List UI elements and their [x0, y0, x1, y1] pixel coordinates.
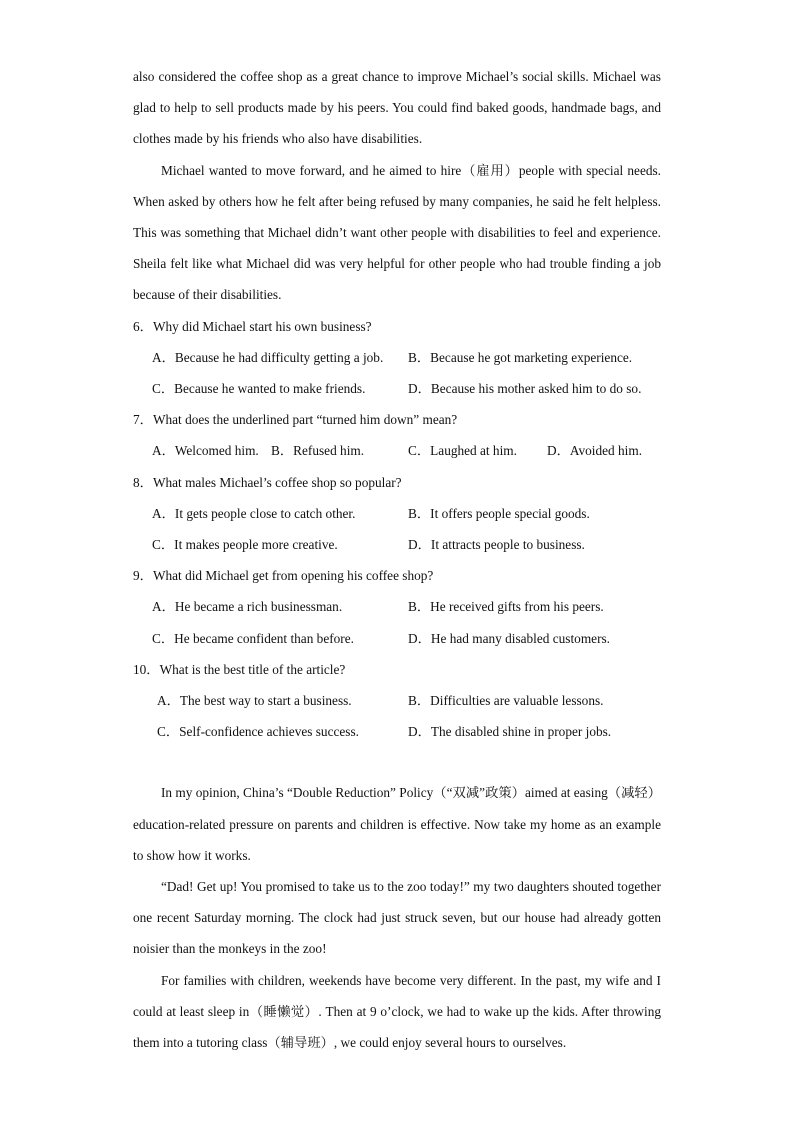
- question-9-option-a[interactable]: A．He became a rich businessman.: [152, 599, 343, 615]
- question-10-option-c[interactable]: C．Self-confidence achieves success.: [157, 724, 359, 740]
- question-7-option-b[interactable]: B．Refused him.: [271, 443, 365, 459]
- question-9-option-c[interactable]: C．He became confident than before.: [152, 630, 354, 646]
- question-10-options-row-1: [133, 685, 661, 716]
- question-9-options-row-1: [133, 591, 661, 622]
- question-10-stem: 10．What is the best title of the article?: [133, 661, 346, 677]
- question-9-options-row-2: [133, 623, 661, 654]
- question-6-option-b[interactable]: B．Because he got marketing experience.: [408, 349, 633, 365]
- section-gap: [133, 747, 661, 777]
- question-10-option-d[interactable]: D．The disabled shine in proper jobs.: [408, 724, 612, 740]
- question-8-options-row-2: [133, 529, 661, 560]
- question-8-option-c[interactable]: C．It makes people more creative.: [152, 536, 338, 552]
- question-6-option-a[interactable]: A．Because he had difficulty getting a job.: [152, 349, 384, 365]
- passage2-paragraph-3: For families with children, weekends have become very different. In the past, my wife and I could at least sleep in（睡懒觉）. Then at 9 o’clock, we had to wake up the kids. After throwing them into a tutoring class（辅导班）, we could enjoy several hours to ourselves.: [133, 972, 661, 1050]
- question-9-stem: 9．What did Michael get from opening his coffee shop?: [133, 568, 434, 584]
- passage1-paragraph-2: Michael wanted to move forward, and he aimed to hire（雇用）people with special needs. When asked by others how he felt after being refused by many companies, he said he felt helpless. This was something that Michael didn’t want other people with disabilities to feel and experience. Sheila felt like what Michael did was very helpful for other people who had trouble finding a job because of their disabilities.: [133, 162, 661, 303]
- question-8-options-row-1: [133, 498, 661, 529]
- passage2-paragraph-1: In my opinion, China’s “Double Reduction” Policy（“双减”政策）aimed at easing（减轻）education-related pressure on parents and children is effective. Now take my home as an example to show how it works.: [133, 785, 661, 863]
- question-6-stem: 6．Why did Michael start his own business?: [133, 318, 372, 334]
- question-10-option-a[interactable]: A．The best way to start a business.: [157, 692, 352, 708]
- question-6-option-d[interactable]: D．Because his mother asked him to do so.: [408, 381, 642, 397]
- question-8-option-b[interactable]: B．It offers people special goods.: [408, 505, 590, 521]
- question-7-option-a[interactable]: A．Welcomed him.: [152, 443, 259, 459]
- question-8-option-a[interactable]: A．It gets people close to catch other.: [152, 505, 356, 521]
- question-7-option-c[interactable]: C．Laughed at him.: [408, 443, 517, 459]
- question-9-option-b[interactable]: B．He received gifts from his peers.: [408, 599, 604, 615]
- passage1-paragraph-1: also considered the coffee shop as a great chance to improve Michael’s social skills. Michael was glad to help to sell products made by his peers. You could find baked goods, handmade bags, and clothes made by his friends who also have disabilities.: [133, 69, 661, 147]
- question-6-option-c[interactable]: C．Because he wanted to make friends.: [152, 381, 366, 397]
- question-7-options-row: [133, 435, 661, 466]
- question-6-options-row-1: [133, 342, 661, 373]
- question-10-option-b[interactable]: B．Difficulties are valuable lessons.: [408, 692, 604, 708]
- question-7-option-d[interactable]: D．Avoided him.: [547, 443, 643, 459]
- question-8-stem: 8．What males Michael’s coffee shop so popular?: [133, 474, 402, 490]
- passage2-paragraph-2: “Dad! Get up! You promised to take us to the zoo today!” my two daughters shouted together one recent Saturday morning. The clock had just struck seven, but our house had already gotten noisier than the monkeys in the zoo!: [133, 878, 661, 957]
- question-6-options-row-2: [133, 373, 661, 404]
- question-8-option-d[interactable]: D．It attracts people to business.: [408, 536, 585, 552]
- document-page: [133, 61, 661, 1058]
- question-9-option-d[interactable]: D．He had many disabled customers.: [408, 630, 610, 646]
- question-7-stem: 7．What does the underlined part “turned him down” mean?: [133, 412, 458, 428]
- question-10-options-row-2: [133, 716, 661, 747]
